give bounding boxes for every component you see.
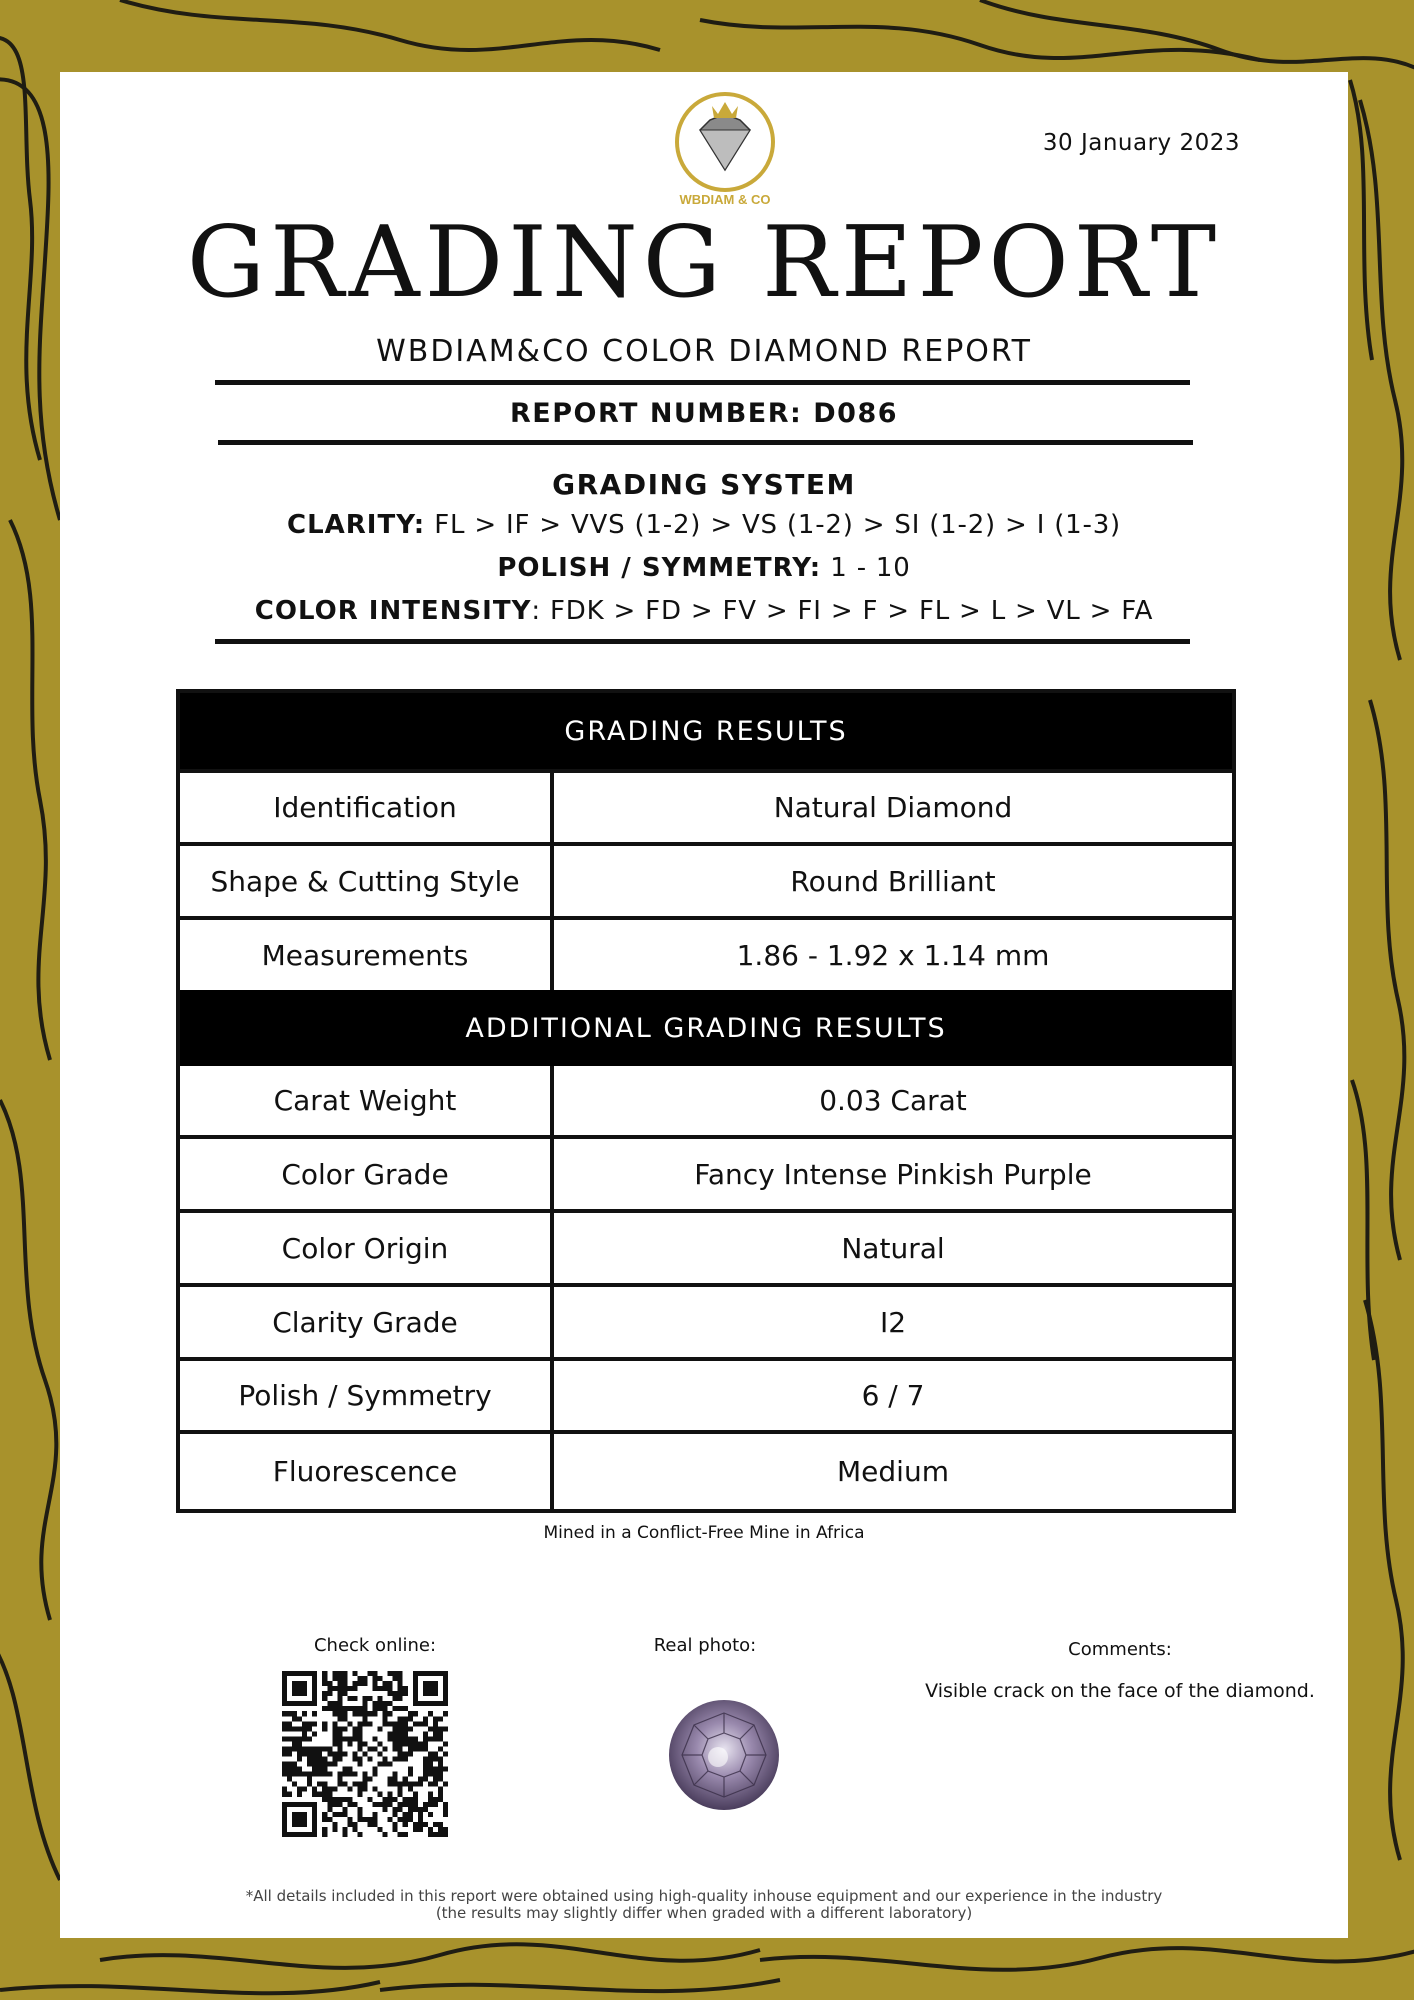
divider <box>215 639 1190 644</box>
table-row-label: Identification <box>180 773 550 842</box>
diamond-crown-logo-icon <box>660 90 790 210</box>
table-row-value: Round Brilliant <box>554 846 1232 916</box>
disclaimer-line: (the results may slightly differ when graded with a different laboratory) <box>435 1904 973 1923</box>
report-number: REPORT NUMBER: D086 <box>509 398 899 429</box>
color-intensity-scale-label: COLOR INTENSITY <box>254 596 532 626</box>
table-row-label: Color Grade <box>180 1139 550 1209</box>
origin-note: Mined in a Conflict-Free Mine in Africa <box>543 1523 865 1543</box>
grading-results-table <box>176 689 1236 1513</box>
clarity-scale-label: CLARITY: <box>287 510 426 540</box>
divider <box>218 440 1193 445</box>
divider <box>215 380 1190 385</box>
table-row-label: Clarity Grade <box>180 1287 550 1357</box>
table-row-value: 6 / 7 <box>554 1361 1232 1430</box>
clarity-scale-value: FL > IF > VVS (1-2) > VS (1-2) > SI (1-2) > I (1-3) <box>434 510 1121 540</box>
svg-text:WBDIAM & CO: WBDIAM & CO <box>679 192 771 207</box>
table-row-value: Medium <box>554 1434 1232 1509</box>
report-subtitle: WBDIAM&CO COLOR DIAMOND REPORT <box>376 334 1032 369</box>
comments-text: Visible crack on the face of the diamond. <box>925 1680 1315 1702</box>
polish-scale-value: 1 - 10 <box>830 553 911 583</box>
polish-scale-label: POLISH / SYMMETRY: <box>497 553 822 583</box>
comments-label: Comments: <box>1068 1639 1172 1660</box>
diamond-photo <box>668 1699 780 1811</box>
table-row-label: Fluorescence <box>180 1434 550 1509</box>
table-row-value: Natural Diamond <box>554 773 1232 842</box>
clarity-scale <box>60 510 1348 540</box>
check-online-label: Check online: <box>313 1635 437 1656</box>
grading-system-title: GRADING SYSTEM <box>552 468 856 501</box>
polish-scale <box>60 553 1348 583</box>
table-row-label: Color Origin <box>180 1213 550 1283</box>
qr-code-icon[interactable] <box>282 1671 448 1837</box>
grading-results-header: GRADING RESULTS <box>180 693 1232 769</box>
table-row-value: Natural <box>554 1213 1232 1283</box>
color-intensity-scale <box>60 596 1348 626</box>
table-row-label: Shape & Cutting Style <box>180 846 550 916</box>
table-row-label: Measurements <box>180 920 550 990</box>
table-row-value: I2 <box>554 1287 1232 1357</box>
table-row-value: 0.03 Carat <box>554 1066 1232 1135</box>
report-date: 30 January 2023 <box>1042 130 1240 156</box>
table-row-value: Fancy Intense Pinkish Purple <box>554 1139 1232 1209</box>
color-intensity-scale-value: : FDK > FD > FV > FI > F > FL > L > VL > FA <box>531 596 1154 626</box>
real-photo-label: Real photo: <box>653 1635 757 1656</box>
disclaimer <box>60 1888 1348 1923</box>
additional-results-header: ADDITIONAL GRADING RESULTS <box>180 990 1232 1066</box>
disclaimer-line: *All details included in this report were obtained using high-quality inhouse equipment and our experience in the industry <box>245 1887 1163 1905</box>
table-row-label: Polish / Symmetry <box>180 1361 550 1430</box>
page-title: GRADING REPORT <box>186 206 1222 320</box>
report-card <box>60 72 1348 1938</box>
table-row-label: Carat Weight <box>180 1066 550 1135</box>
table-row-value: 1.86 - 1.92 x 1.14 mm <box>554 920 1232 990</box>
